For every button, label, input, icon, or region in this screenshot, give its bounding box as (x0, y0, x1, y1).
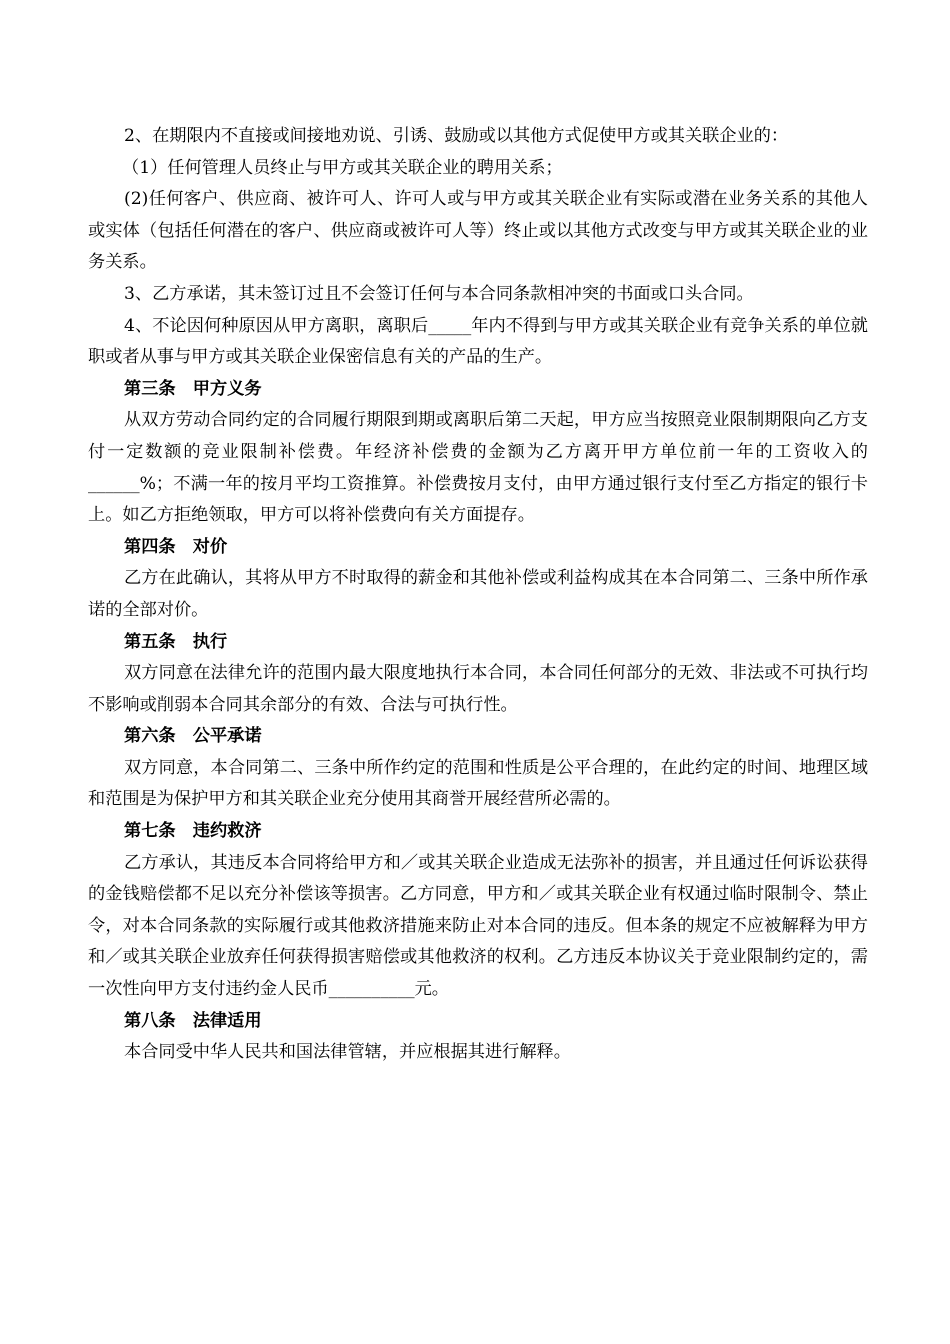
clause-3-paragraph: 3、乙方承诺，其未签订过且不会签订任何与本合同条款相冲突的书面或口头合同。 (124, 283, 754, 304)
clause-2-paragraph: 2、在期限内不直接或间接地劝说、引诱、鼓励或以其他方式促使甲方或其关联企业的： (124, 126, 789, 146)
document-page (88, 121, 868, 1069)
article-7-heading: 第七条 违约救济 (124, 821, 262, 842)
article-7-body: 乙方承认，其违反本合同将给甲方和／或其关联企业造成无法弥补的损害，并且通过任何诉讼获得的金钱赔偿都不足以充分补偿该等损害。乙方同意，甲方和／或其关联企业有权通过临时限制令、禁止令，对本合同条款的实际履行或其他救济措施来防止对本合同的违反。但本条的规定不应被解释为甲方和／或其关联企业放弃任何获得损害赔偿或其他救济的权利。乙方违反本协议关于竞业限制约定的，需一次性向甲方支付违约金人民币__________元。 (88, 852, 868, 1000)
article-5-heading: 第五条 执行 (124, 631, 228, 652)
article-4-heading: 第四条 对价 (124, 536, 228, 557)
article-6-body: 双方同意，本合同第二、三条中所作约定的范围和性质是公平合理的，在此约定的时间、地理区域和范围是为保护甲方和其关联企业充分使用其商誉开展经营所必需的。 (88, 757, 868, 810)
article-3-heading: 第三条 甲方义务 (124, 378, 262, 399)
clause-2-item-1: （1）任何管理人员终止与甲方或其关联企业的聘用关系； (122, 157, 563, 178)
article-6-heading: 第六条 公平承诺 (124, 726, 262, 747)
article-4-body: 乙方在此确认，其将从甲方不时取得的薪金和其他补偿或利益构成其在本合同第二、三条中所作承诺的全部对价。 (88, 568, 868, 620)
article-8-heading: 第八条 法律适用 (124, 1010, 262, 1031)
article-8-body: 本合同受中华人民共和国法律管辖，并应根据其进行解释。 (124, 1042, 571, 1063)
clause-2-item-2: (2)任何客户、供应商、被许可人、许可人或与甲方或其关联企业有实际或潜在业务关系的其他人或实体（包括任何潜在的客户、供应商或被许可人等）终止或以其他方式改变与甲方或其关联企业的业务关系。 (88, 189, 868, 273)
article-3-body: 从双方劳动合同约定的合同履行期限到期或离职后第二天起，甲方应当按照竞业限制期限向乙方支付一定数额的竞业限制补偿费。年经济补偿费的金额为乙方离开甲方单位前一年的工资收入的______%；不满一年的按月平均工资推算。补偿费按月支付，由甲方通过银行支付至乙方指定的银行卡上。如乙方拒绝领取，甲方可以将补偿费向有关方面提存。 (88, 410, 868, 526)
clause-4-paragraph: 4、不论因何种原因从甲方离职，离职后_____年内不得到与甲方或其关联企业有竞争关系的单位就职或者从事与甲方或其关联企业保密信息有关的产品的生产。 (88, 315, 868, 368)
article-5-body: 双方同意在法律允许的范围内最大限度地执行本合同，本合同任何部分的无效、非法或不可执行均不影响或削弱本合同其余部分的有效、合法与可执行性。 (88, 663, 868, 715)
